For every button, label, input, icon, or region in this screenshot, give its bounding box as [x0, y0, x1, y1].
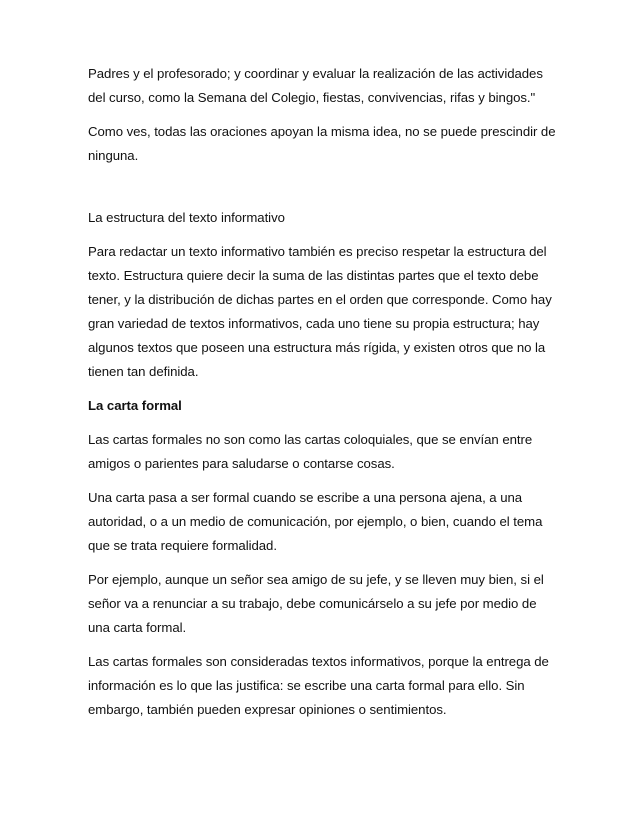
section-title-formal-letter: La carta formal — [88, 398, 182, 413]
paragraph-structure: Para redactar un texto informativo también es preciso respetar la estructura del texto. Estructura quiere decir la suma de las distintas partes que el texto debe tener, y la distribución de dichas partes en el orden que corresponde. Como hay gran variedad de textos informativos, cada uno tiene su propia estructura; hay algunos textos que poseen una estructura más rígida, y existen otros que no la tienen tan definida. — [88, 244, 552, 379]
paragraph-informative-letters: Las cartas formales son consideradas textos informativos, porque la entrega de información es lo que las justifica: se escribe una carta formal para ello. Sin embargo, también pueden expresar opiniones o sentimientos. — [88, 654, 549, 717]
paragraph-when-formal: Una carta pasa a ser formal cuando se escribe a una persona ajena, a una autoridad, o a un medio de comunicación, por ejemplo, o bien, cuando el tema que se trata requiere formalidad. — [88, 490, 543, 553]
paragraph-activities: Padres y el profesorado; y coordinar y evaluar la realización de las actividades del curso, como la Semana del Colegio, fiestas, convivencias, rifas y bingos." — [88, 66, 543, 105]
paragraph-example: Por ejemplo, aunque un señor sea amigo de su jefe, y se lleven muy bien, si el señor va a renunciar a su trabajo, debe comunicárselo a su jefe por medio de una carta formal. — [88, 572, 544, 635]
paragraph-formal-vs-colloquial: Las cartas formales no son como las cartas coloquiales, que se envían entre amigos o parientes para saludarse o contarse cosas. — [88, 432, 533, 471]
paragraph-conclusion: Como ves, todas las oraciones apoyan la misma idea, no se puede prescindir de ninguna. — [88, 124, 556, 163]
document-page — [88, 62, 558, 722]
section-title-structure: La estructura del texto informativo — [88, 210, 285, 225]
